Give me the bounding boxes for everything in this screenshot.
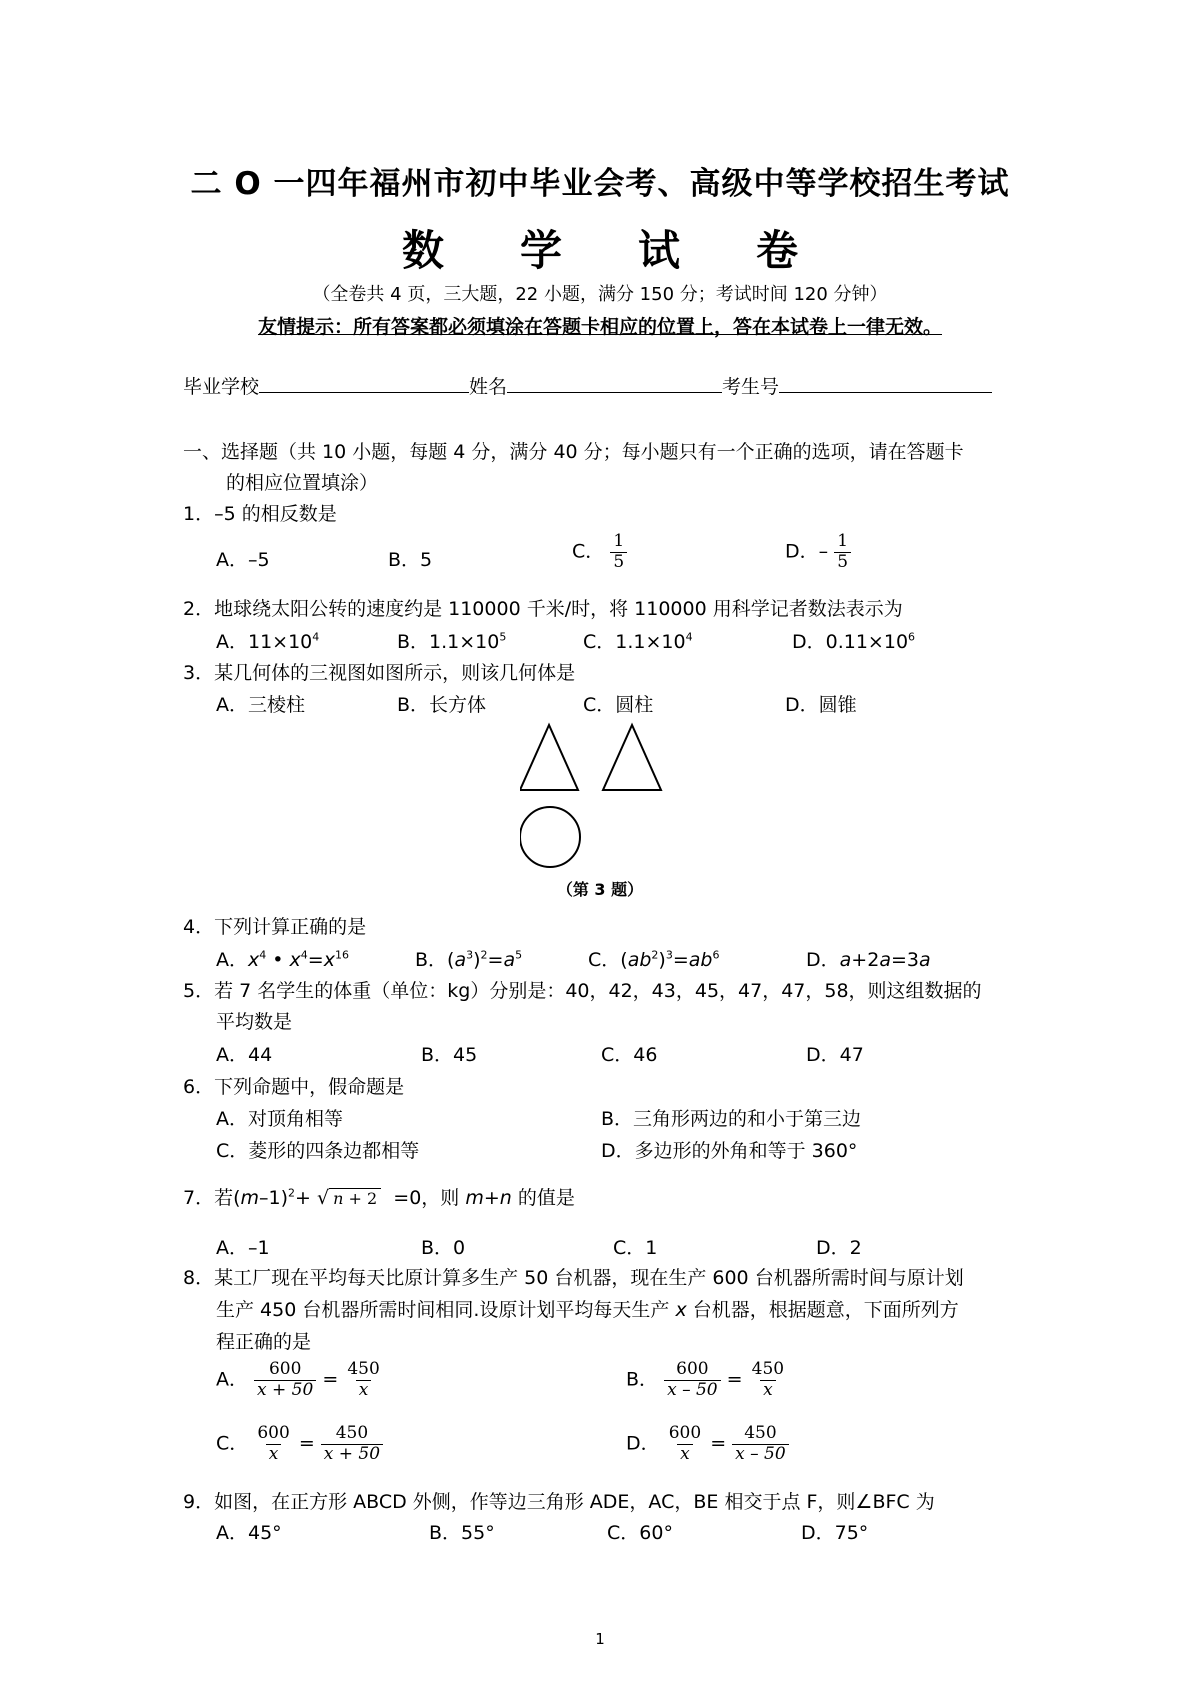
exam-notice: 友情提示：所有答案都必须填涂在答题卡相应的位置上，答在本试卷上一律无效。 — [257, 316, 942, 338]
denominator — [677, 1444, 693, 1465]
fraction — [664, 1360, 721, 1400]
q7-stem: 7．若$(m-1)^2+$ √ n + 2 =0，则 m+n 的值是 — [183, 1186, 575, 1209]
numerator: 1 — [837, 531, 849, 551]
q2-option-c — [583, 627, 693, 654]
numerator: 450 — [744, 1423, 777, 1443]
exam-no-field[interactable] — [779, 374, 992, 393]
q1-option-d — [785, 532, 851, 572]
q8-stem: 8．某工厂现在平均每天比原计算多生产 50 台机器，现在生产 600 台机器所需时间与原计划 — [183, 1267, 964, 1289]
q3-caption: （第 3 题） — [556, 880, 644, 899]
page-number: 1 — [595, 1630, 605, 1648]
q6-option-b: B．三角形两边的和小于第三边 — [601, 1108, 862, 1130]
q4-option-d: D．a+2a=3a — [806, 949, 931, 971]
denominator-text: x — [680, 1443, 690, 1464]
numerator: 600 — [668, 1423, 702, 1443]
subject-char: 卷 — [756, 226, 799, 275]
fraction — [344, 1360, 382, 1400]
denominator — [760, 1380, 776, 1401]
q6-option-c: C．菱形的四条边都相等 — [216, 1140, 420, 1162]
q6-option-d: D．多边形的外角和等于 360° — [601, 1140, 858, 1162]
exam-subtitle: （全卷共 4 页，三大题，22 小题，满分 150 分；考试时间 120 分钟） — [312, 284, 888, 305]
fraction — [321, 1424, 383, 1464]
q7-mid: =0，则 — [393, 1187, 460, 1209]
q8-stem-end: 程正确的是 — [216, 1331, 312, 1353]
denominator-text: x — [763, 1379, 773, 1400]
q2-a-text: A．11×10 — [216, 631, 313, 653]
q8-stem-part: 台机器，根据题意，下面所列方 — [692, 1299, 959, 1321]
denominator-text: x – 50 — [735, 1443, 786, 1464]
q1-c-label: C． — [572, 540, 605, 563]
q4-option-a: A．$x^4$ • $x^4=x^{16}$ — [216, 948, 349, 971]
numerator: 450 — [751, 1359, 785, 1379]
q8-a-label: A． — [216, 1368, 248, 1391]
denominator: 5 — [610, 552, 627, 573]
subject-title — [0, 218, 1200, 278]
top-view-circle — [520, 807, 580, 867]
q4-option-c: C．$(ab^2)^3=ab^6$ — [588, 948, 720, 971]
q3-option-c: C．圆柱 — [583, 694, 654, 716]
fraction — [254, 1360, 316, 1400]
exponent: 4 — [312, 630, 320, 644]
q5-stem-cont: 平均数是 — [216, 1011, 293, 1033]
q4-stem: 4．下列计算正确的是 — [183, 916, 367, 938]
denominator — [254, 1380, 316, 1401]
q8-c-label: C． — [216, 1432, 249, 1455]
q2-c-text: C．1.1×10 — [583, 631, 686, 653]
q5-option-c: C．46 — [601, 1044, 658, 1066]
numerator: 600 — [676, 1359, 709, 1379]
numerator: 450 — [335, 1423, 369, 1443]
fraction — [834, 532, 851, 572]
denominator-text: x — [358, 1379, 369, 1400]
q2-b-text: B．1.1×10 — [397, 631, 500, 653]
q1-option-c — [572, 532, 627, 572]
denominator-text: x + 50 — [323, 1443, 381, 1464]
denominator-text: x + 50 — [257, 1379, 314, 1400]
q7-suffix: 的值是 — [517, 1187, 575, 1209]
q5-stem: 5．若 7 名学生的体重（单位：kg）分别是：40，42，43，45，47，47，58，则这组数据的 — [183, 980, 982, 1002]
q8-option-c: C． $\frac{600}{x}$ = $\frac{450}{x + 50}$ — [216, 1424, 383, 1464]
fraction — [254, 1424, 292, 1464]
q3-option-b: B．长方体 — [397, 694, 487, 716]
numerator: 1 — [613, 531, 625, 551]
q8-stem-part: 生产 450 台机器所需时间相同.设原计划平均每天生产 — [216, 1299, 670, 1321]
q9-option-c: C．60° — [607, 1522, 673, 1544]
numerator: 600 — [268, 1359, 302, 1379]
q2-option-a — [216, 627, 319, 654]
q7-option-b: B．0 — [421, 1237, 466, 1259]
side-view-triangle — [603, 725, 661, 790]
exponent: 4 — [685, 630, 693, 644]
q3-option-d: D．圆锥 — [785, 694, 857, 716]
denominator-text: x — [268, 1443, 279, 1464]
q1-option-b: B．5 — [388, 549, 433, 571]
q2-option-b — [397, 627, 506, 654]
q8-option-d: D． $\frac{600}{x}$ = $\frac{450}{x - 50}$ — [626, 1424, 789, 1464]
numerator: 600 — [257, 1423, 290, 1443]
fraction — [732, 1424, 789, 1464]
q6-option-a: A．对顶角相等 — [216, 1108, 343, 1130]
q5-option-d: D．47 — [806, 1044, 864, 1066]
q9-stem: 9．如图，在正方形 ABCD 外侧，作等边三角形 ADE，AC，BE 相交于点 F，则∠BFC 为 — [183, 1491, 935, 1513]
q8-option-b: B． $\frac{600}{x - 50}$ = $\frac{450}{x}$ — [626, 1360, 787, 1400]
school-field[interactable] — [259, 374, 469, 393]
section1-heading: 一、选择题（共 10 小题，每题 4 分，满分 40 分；每小题只有一个正确的选项，请在答题卡 — [183, 441, 964, 463]
q8-stem-cont: 生产 450 台机器所需时间相同.设原计划平均每天生产 x 台机器，根据题意，下面所列方 — [216, 1299, 959, 1321]
q5-option-a: A．44 — [216, 1044, 273, 1066]
q8-d-label: D． — [626, 1432, 660, 1455]
school-label: 毕业学校 — [183, 376, 260, 398]
q3-option-a: A．三棱柱 — [216, 694, 305, 716]
q7-option-c: C．1 — [613, 1237, 658, 1259]
three-view-figure — [520, 720, 700, 870]
name-label: 姓名 — [469, 376, 508, 398]
q4-option-b: B．$(a^3)^2=a^5$ — [415, 948, 523, 971]
q9-option-a: A．45° — [216, 1522, 282, 1544]
q8-b-label: B． — [626, 1368, 659, 1391]
q1-stem: 1．–5 的相反数是 — [183, 503, 337, 525]
q9-option-d: D．75° — [801, 1522, 869, 1544]
q2-option-d — [792, 627, 915, 654]
fraction — [610, 532, 627, 572]
exam-title: 二 O 一四年福州市初中毕业会考、高级中等学校招生考试 — [190, 166, 1010, 202]
denominator — [356, 1380, 372, 1401]
denominator — [664, 1380, 721, 1401]
q1-option-a: A．–5 — [216, 549, 270, 571]
q5-option-b: B．45 — [421, 1044, 478, 1066]
name-field[interactable] — [507, 374, 722, 393]
numerator: 450 — [347, 1359, 380, 1379]
denominator — [321, 1444, 383, 1465]
section1-heading-cont: 的相应位置填涂） — [226, 472, 379, 494]
denominator-text: x – 50 — [667, 1379, 718, 1400]
denominator — [266, 1444, 282, 1465]
subject-char: 数 — [401, 226, 444, 275]
q9-option-b: B．55° — [429, 1522, 495, 1544]
front-view-triangle — [520, 725, 578, 790]
q7-prefix: 7．若 — [183, 1187, 234, 1209]
subject-char: 试 — [638, 226, 681, 275]
denominator: 5 — [834, 552, 851, 573]
q2-stem: 2．地球绕太阳公转的速度约是 110000 千米/时，将 110000 用科学记者数法表示为 — [183, 598, 903, 620]
q7-option-a: A．–1 — [216, 1237, 270, 1259]
fraction — [666, 1424, 704, 1464]
student-info-line — [183, 372, 992, 399]
q2-d-text: D．0.11×10 — [792, 631, 909, 653]
exponent: 6 — [908, 630, 916, 644]
denominator — [732, 1444, 789, 1465]
subject-char: 学 — [519, 226, 562, 275]
q7-option-d: D．2 — [816, 1237, 862, 1259]
q6-stem: 6．下列命题中，假命题是 — [183, 1076, 405, 1098]
sqrt-expression: √ n + 2 — [317, 1187, 381, 1209]
q1-d-label: D．– — [785, 540, 829, 563]
exam-no-label: 考生号 — [722, 376, 780, 398]
q3-stem: 3．某几何体的三视图如图所示，则该几何体是 — [183, 662, 576, 684]
q8-option-a: A． $\frac{600}{x + 50}$ = $\frac{450}{x}$ — [216, 1360, 383, 1400]
fraction — [749, 1360, 787, 1400]
exponent: 5 — [499, 630, 507, 644]
